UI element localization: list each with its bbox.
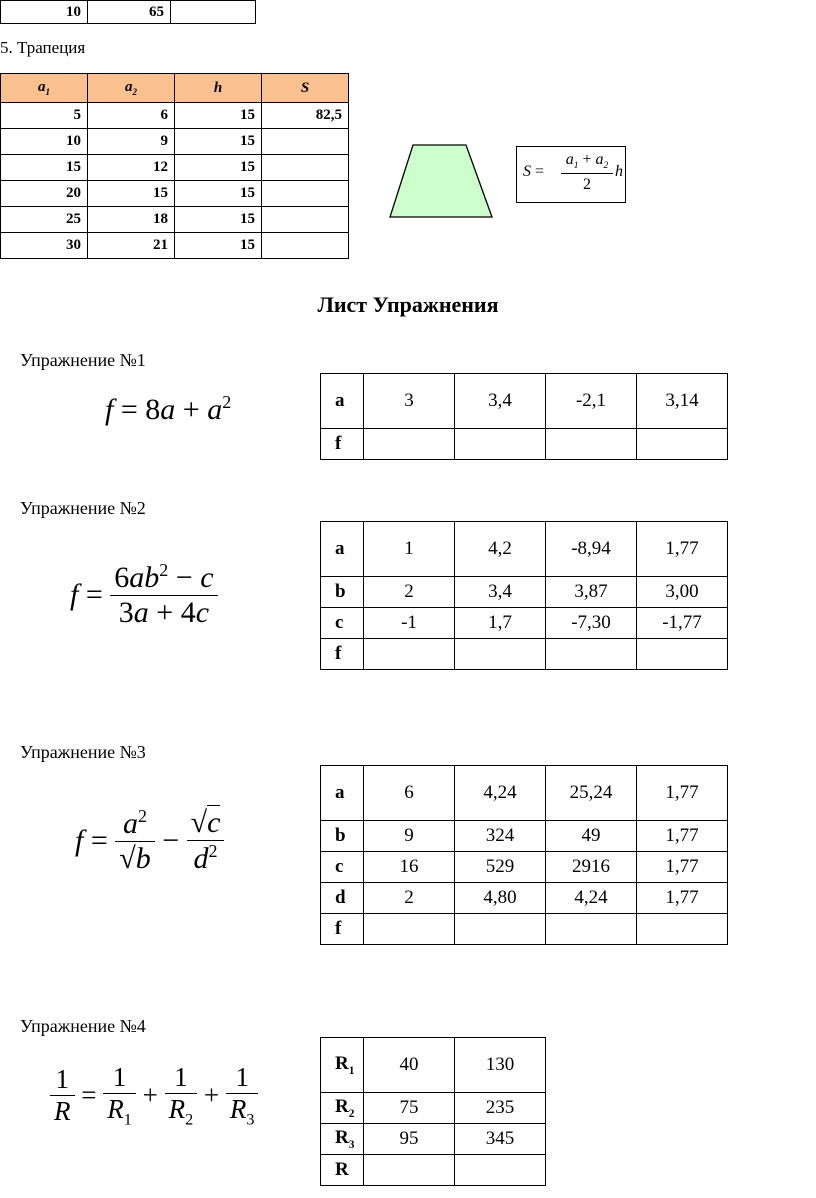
exercise-1-table [320, 373, 728, 460]
exercise-1-title: Упражнение №1 [20, 350, 146, 370]
table-cell: 2 [364, 883, 455, 914]
table-cell [455, 1155, 546, 1186]
table-row [321, 639, 728, 670]
table-cell: 4,2 [455, 522, 546, 577]
table-row [321, 522, 728, 577]
exercise-2-title: Упражнение №2 [20, 498, 146, 518]
table-cell: 345 [455, 1124, 546, 1155]
table-row [321, 1093, 546, 1124]
table-row [321, 374, 728, 429]
table-cell: 15 [175, 129, 262, 155]
row-label: b [321, 821, 364, 852]
row-label: b [321, 577, 364, 608]
top-table-fragment [0, 0, 256, 24]
table-cell: 9 [88, 129, 175, 155]
table-cell: 15 [175, 233, 262, 259]
row-label: a [321, 766, 364, 821]
table-cell: 1 [364, 522, 455, 577]
exercise-1-formula: $f = 8a + a^2$ [105, 392, 232, 426]
table-cell: 3,4 [455, 374, 546, 429]
table-row [1, 233, 349, 259]
exercise-4-table [320, 1037, 546, 1186]
row-label: f [321, 429, 364, 460]
table-cell: 2 [364, 577, 455, 608]
table-row [321, 1038, 546, 1093]
table-cell: 16 [364, 852, 455, 883]
row-label: d [321, 883, 364, 914]
table-cell: 1,77 [637, 522, 728, 577]
table-cell [262, 233, 349, 259]
table-cell [262, 129, 349, 155]
table-cell: 15 [175, 181, 262, 207]
table-cell [262, 207, 349, 233]
table-row [1, 129, 349, 155]
table-cell: 235 [455, 1093, 546, 1124]
row-label: $R_1$ [321, 1038, 364, 1093]
table-row [1, 181, 349, 207]
row-label: R [321, 1155, 364, 1186]
table-cell: 3 [364, 374, 455, 429]
table-cell: 15 [175, 155, 262, 181]
table-cell: 3,14 [637, 374, 728, 429]
table-cell: 15 [88, 181, 175, 207]
sheet-title: Лист Упражнения [317, 292, 499, 317]
table-cell: 75 [364, 1093, 455, 1124]
table-cell: 4,24 [546, 883, 637, 914]
table-row [1, 155, 349, 181]
table-header-row [1, 74, 349, 103]
table-cell: 25 [1, 207, 88, 233]
table-cell: -7,30 [546, 608, 637, 639]
table-row [321, 429, 728, 460]
table-row [1, 207, 349, 233]
table-cell: -2,1 [546, 374, 637, 429]
table-cell: 4,24 [455, 766, 546, 821]
table-cell: 5 [1, 103, 88, 129]
table-cell [637, 429, 728, 460]
table-cell: 9 [364, 821, 455, 852]
table-cell [364, 1155, 455, 1186]
exercise-2-table [320, 521, 728, 670]
table-cell: 21 [88, 233, 175, 259]
table-cell: 6 [88, 103, 175, 129]
table-cell: 40 [364, 1038, 455, 1093]
table-row [1, 1, 256, 24]
table-row [321, 883, 728, 914]
table-cell: 20 [1, 181, 88, 207]
table-cell: 49 [546, 821, 637, 852]
exercise-3-formula: f = $\frac{a^2}{√b}$ − $\frac{√c}{d^2}$ [75, 806, 224, 876]
exercise-3-title: Упражнение №3 [20, 742, 146, 762]
table-cell: 130 [455, 1038, 546, 1093]
table-cell: 95 [364, 1124, 455, 1155]
header-a2: $a_2$ [88, 74, 175, 103]
row-label: $R_3$ [321, 1124, 364, 1155]
table-row [321, 821, 728, 852]
row-label: a [321, 522, 364, 577]
table-cell: 10 [1, 1, 88, 24]
table-cell: 324 [455, 821, 546, 852]
row-label: f [321, 639, 364, 670]
table-cell: -1 [364, 608, 455, 639]
table-cell [262, 181, 349, 207]
table-cell: 25,24 [546, 766, 637, 821]
table-row [321, 852, 728, 883]
table-cell: 15 [175, 207, 262, 233]
table-cell [546, 914, 637, 945]
row-label: f [321, 914, 364, 945]
table-cell: 4,80 [455, 883, 546, 914]
table-cell: 82,5 [262, 103, 349, 129]
table-cell [262, 155, 349, 181]
header-a1: $a_1$ [1, 74, 88, 103]
table-cell [637, 639, 728, 670]
table-cell: 65 [88, 1, 171, 24]
table-cell: 1,77 [637, 852, 728, 883]
table-cell: 1,77 [637, 821, 728, 852]
row-label: c [321, 608, 364, 639]
table-row [321, 1155, 546, 1186]
table-row [321, 608, 728, 639]
table-row [321, 577, 728, 608]
table-cell: 2916 [546, 852, 637, 883]
exercise-3-table [320, 765, 728, 945]
table-cell [637, 914, 728, 945]
table-cell: 15 [175, 103, 262, 129]
table-cell: 6 [364, 766, 455, 821]
header-s: S [262, 74, 349, 103]
table-cell [364, 429, 455, 460]
exercise-4-title: Упражнение №4 [20, 1016, 146, 1036]
exercise-2-formula: f = $\frac{6ab^2 - c}{3a + 4c}$ [70, 560, 218, 630]
table-cell: 12 [88, 155, 175, 181]
table-row [321, 914, 728, 945]
row-label: $R_2$ [321, 1093, 364, 1124]
table-cell: 3,4 [455, 577, 546, 608]
row-label: a [321, 374, 364, 429]
table-cell [364, 914, 455, 945]
table-cell: 3,00 [637, 577, 728, 608]
table-cell: 30 [1, 233, 88, 259]
exercise-4-formula: $\frac{1}{R}$ = $\frac{1}{R_1}$ + $\frac{1}{R_2}$ + $\frac{1}{R_3}$ [50, 1062, 258, 1129]
table-cell [455, 429, 546, 460]
table-row [321, 1124, 546, 1155]
trapezoid-shape [388, 143, 494, 219]
table-cell: 1,77 [637, 883, 728, 914]
table-row [1, 103, 349, 129]
section-title: 5. Трапеция [0, 38, 86, 57]
table-cell [455, 914, 546, 945]
table-cell: 10 [1, 129, 88, 155]
table-cell [364, 639, 455, 670]
row-label: c [321, 852, 364, 883]
table-cell: 1,7 [455, 608, 546, 639]
header-h: h [175, 74, 262, 103]
trapezoid-table [0, 73, 349, 259]
table-cell: 3,87 [546, 577, 637, 608]
table-cell: -8,94 [546, 522, 637, 577]
table-row [321, 766, 728, 821]
table-cell [546, 639, 637, 670]
table-cell: 15 [1, 155, 88, 181]
table-cell: 529 [455, 852, 546, 883]
table-cell: -1,77 [637, 608, 728, 639]
trapezoid-formula: S = $a_1 + a_2$ 2 h [516, 146, 626, 203]
table-cell: 18 [88, 207, 175, 233]
table-cell: 1,77 [637, 766, 728, 821]
table-cell [546, 429, 637, 460]
table-cell [455, 639, 546, 670]
table-cell [171, 1, 256, 24]
